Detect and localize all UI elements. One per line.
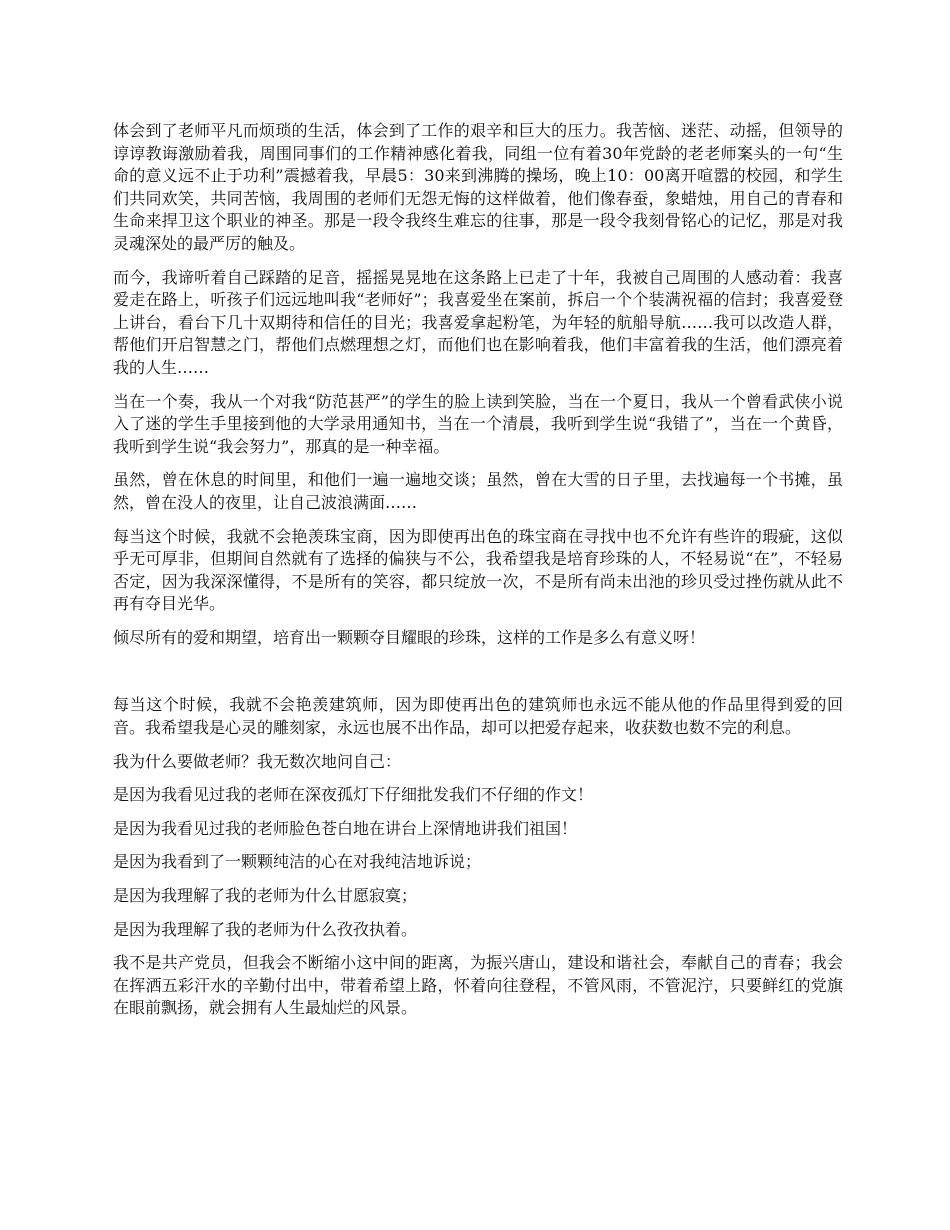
paragraph: 是因为我看见过我的老师脸色苍白地在讲台上深情地讲我们祖国！ (113, 818, 578, 838)
paragraph: 而今，我谛听着自己踩踏的足音，摇摇晃晃地在这条路上已走了十年，我被自己周围的人感动着：我喜爱走在路上，听孩子们远远地叫我“老师好”；我喜爱坐在案前，拆启一个个装满祝福的信封；我喜爱登上讲台，看台下几十双期待和信任的目光；我喜爱拿起粉笔，为年轻的航船导航……我可以改造人群，帮他们开启智慧之门，帮他们点燃理想之灯，而他们也在影响着我，他们丰富着我的生活，他们漂亮着我的人生…… (113, 267, 843, 377)
paragraph: 是因为我理解了我的老师为什么孜孜执着。 (113, 919, 418, 939)
document-body (113, 120, 843, 1031)
paragraph: 是因为我看到了一颗颗纯洁的心在对我纯洁地诉说； (113, 852, 482, 872)
paragraph: 体会到了老师平凡而烦琐的生活，体会到了工作的艰辛和巨大的压力。我苦恼、迷茫、动摇，但领导的谆谆教诲激励着我，周围同事们的工作精神感化着我，同组一位有着30年党龄的老老师案头的一句“生命的意义远不止于功利”震撼着我，早晨5：30来到沸腾的操场，晚上10：00离开喧嚣的校园，和学生们共同欢笑，共同苦恼，我周围的老师们无怨无悔的这样做着，他们像春蚕，象蜡烛，用自己的青春和生命来捍卫这个职业的神圣。那是一段令我终生难忘的往事，那是一段令我刻骨铭心的记忆，那是对我灵魂深处的最严厉的触及。 (113, 121, 843, 253)
paragraph: 当在一个奏，我从一个对我“防范甚严”的学生的脸上读到笑脸，当在一个夏日，我从一个曾看武侠小说入了迷的学生手里接到他的大学录用通知书，当在一个清晨，我听到学生说“我错了”，当在一个黄昏，我听到学生说“我会努力”，那真的是一种幸福。 (113, 391, 843, 456)
paragraph: 我为什么要做老师？我无数次地问自己： (113, 751, 402, 771)
paragraph: 每当这个时候，我就不会艳羡建筑师，因为即使再出色的建筑师也永远不能从他的作品里得到爱的回音。我希望我是心灵的雕刻家，永远也展不出作品，却可以把爱存起来，收获数也数不完的利息。 (113, 695, 843, 738)
paragraph: 是因为我理解了我的老师为什么甘愿寂寞； (113, 886, 418, 906)
paragraph: 虽然，曾在休息的时间里，和他们一遍一遍地交谈；虽然，曾在大雪的日子里，去找遍每一个书摊，虽然，曾在没人的夜里，让自己波浪满面…… (113, 470, 843, 512)
paragraph: 倾尽所有的爱和期望，培育出一颗颗夺目耀眼的珍珠，这样的工作是多么有意义呀！ (113, 627, 706, 647)
paragraph: 每当这个时候，我就不会艳羡珠宝商，因为即使再出色的珠宝商在寻找中也不允许有些许的瑕疵，这似乎无可厚非，但期间自然就有了选择的偏狭与不公，我希望我是培育珍珠的人，不轻易说“在”，不轻易否定，因为我深深懂得，不是所有的笑容，都只绽放一次，不是所有尚未出池的珍贝受过挫伤就从此不再有夺目光华。 (113, 526, 843, 614)
paragraph: 我不是共产党员，但我会不断缩小这中间的距离，为振兴唐山，建设和谐社会，奉献自己的青春；我会在挥洒五彩汗水的辛勤付出中，带着希望上路，怀着向往登程，不管风雨，不管泥泞，只要鲜红的党旗在眼前飘扬，就会拥有人生最灿烂的风景。 (113, 953, 843, 1018)
paragraph: 是因为我看见过我的老师在深夜孤灯下仔细批发我们不仔细的作文！ (113, 785, 594, 805)
section-gap (113, 660, 843, 694)
